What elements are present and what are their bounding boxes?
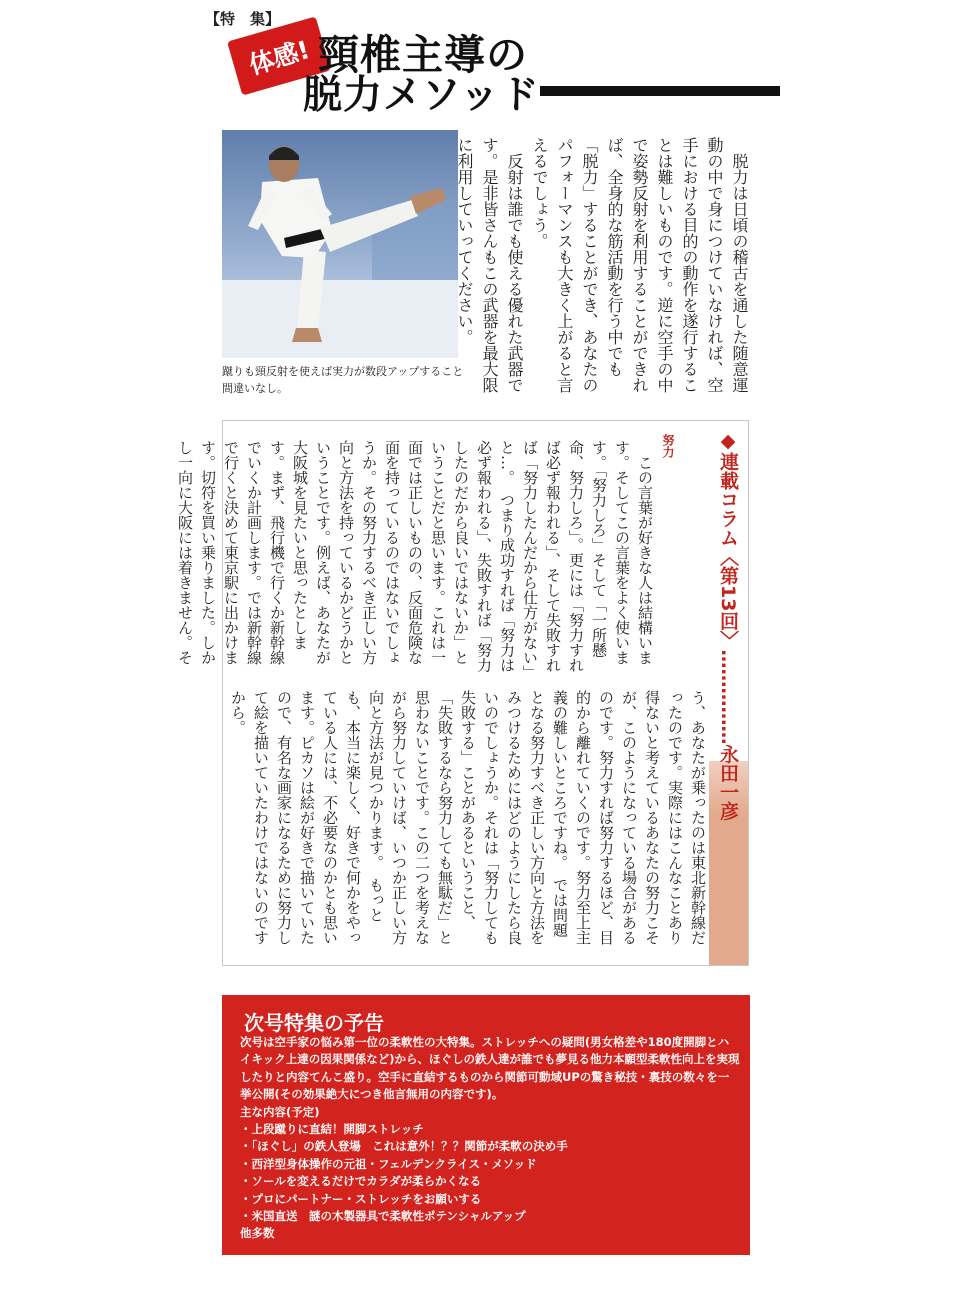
column-author: 永田一彦 bbox=[717, 744, 739, 821]
next-issue-item: ・「ほぐし」の鉄人登場 これは意外！？？関節が柔軟の決め手 bbox=[240, 1139, 568, 1154]
section-kicker: 【特 集】 bbox=[205, 10, 281, 28]
next-issue-content bbox=[240, 1034, 740, 1243]
next-issue-item: ・上段蹴りに直結！開脚ストレッチ bbox=[240, 1122, 424, 1137]
intro-text bbox=[455, 137, 752, 399]
next-issue-item: ・ソールを変えるだけでカラダが柔らかくなる bbox=[240, 1174, 482, 1189]
column-lower-paragraph: う、あなたが乗ったのは東北新幹線だったのです。実際にはこんなことあり得ないと考えているあなたの努力こそが、このようになっている場合があるのです。努力すれば努力するほど、目的から離れていくのです。努力至上主義の難しいところですね。 では問題となる努力すべき正しい方向と方法をみつけるためにはどのようにしたら良いのでしょうか。それは「努力しても失敗する」ことがあるということ、「失敗するなら努力しても無駄だ」と思わないことです。この二つを考えながら努力していけば、いつか正しい方向と方法が見つかります。 もっとも、本当に楽しく、好きで何かをやっている人には、不必要なのかとも思います。ピカソは絵が好きで描いていたので、有名な画家になるために努力して絵を描いていたわけではないのですから。 bbox=[229, 690, 707, 945]
column-section-head: 努力 bbox=[661, 434, 675, 458]
column-series-title bbox=[717, 430, 739, 820]
next-issue-description: 次号は空手家の悩み第一位の柔軟性の大特集。ストレッチへの疑問(男女格差や180度開脚とハイキック上達の因果関係など)から、ほぐしの鉄人達が誰でも夢見る他力本願型柔軟性向上を実現したりと内容てんこ盛り。空手に直結するものから関節可動域UPの驚き秘技・裏技の数々を一挙公開(その効果絶大につき他言無用の内容です)。 bbox=[240, 1035, 740, 1102]
intro-paragraph-1: 脱力は日頃の稽古を通した随意運動の中で身につけていなければ、空手における目的の動作を遂行することは難しいものです。逆に空手の中で姿勢反射を利用することができれば、全身的な筋活動を行う中でも「脱力」することができ、あなたのパフォーマンスも大きく上がると言えるでしょう。 bbox=[530, 137, 749, 393]
headline-line-2: 脱力メソッド bbox=[303, 73, 540, 118]
next-issue-subhead: 主な内容(予定) bbox=[240, 1104, 320, 1119]
next-issue-title: 次号特集の予告 bbox=[244, 1011, 384, 1035]
column-text-lower bbox=[229, 690, 709, 952]
headline-rule bbox=[540, 86, 780, 96]
karate-kick-photo bbox=[222, 130, 458, 358]
next-issue-more: 他多数 bbox=[240, 1226, 275, 1241]
headline-line-1: 頸椎主導の bbox=[318, 31, 528, 79]
next-issue-list bbox=[240, 1121, 740, 1225]
photo-caption: 蹴りも頸反射を使えば実力が数段アップすること間違いなし。 bbox=[222, 365, 464, 395]
intro-paragraph-2: 反射は誰でも使える優れた武器です。是非皆さんもこの武器を最大限に利用していってください。 bbox=[455, 137, 524, 393]
karate-kick-figure bbox=[222, 130, 458, 358]
column-text-upper bbox=[176, 440, 656, 675]
column-leader-dots: …………… bbox=[717, 649, 739, 745]
next-issue-item: ・米国直送 謎の木製器具で柔軟性ポテンシャルアップ bbox=[240, 1209, 526, 1224]
next-issue-item: ・西洋型身体操作の元祖・フェルデンクライス・メソッド bbox=[240, 1156, 537, 1171]
title-stamp-text: 体感! bbox=[245, 35, 313, 80]
next-issue-item: ・プロにパートナー・ストレッチをお願いする bbox=[240, 1191, 482, 1206]
column-upper-paragraph: この言葉が好きな人は結構います。そしてこの言葉をよく使います。「努力しろ」そして「一所懸命、努力しろ」。更には「努力すれば必ず報われる」、そして失敗すれば「努力したんだから仕方がない」と…。 つまり成功すれば「努力は必ず報われる」、失敗すれば「努力したのだから良いではないか」ということだと思います。これは一面では正しいものの、反面危険な面を持っているのではないでしょうか。その努力するべき正しい方向と方法を持っているかどうかということです。例えば、あなたが大阪城を見たいと思ったとします。まず、飛行機で行くか新幹線でいくか計画します。では新幹線で行くと決めて東京駅に出かけます。切符を買い乗りました。しかし一向に大阪には着きません。そ bbox=[176, 440, 654, 673]
column-series-label: ◆連載コラム〈第13回〉 bbox=[717, 430, 739, 650]
